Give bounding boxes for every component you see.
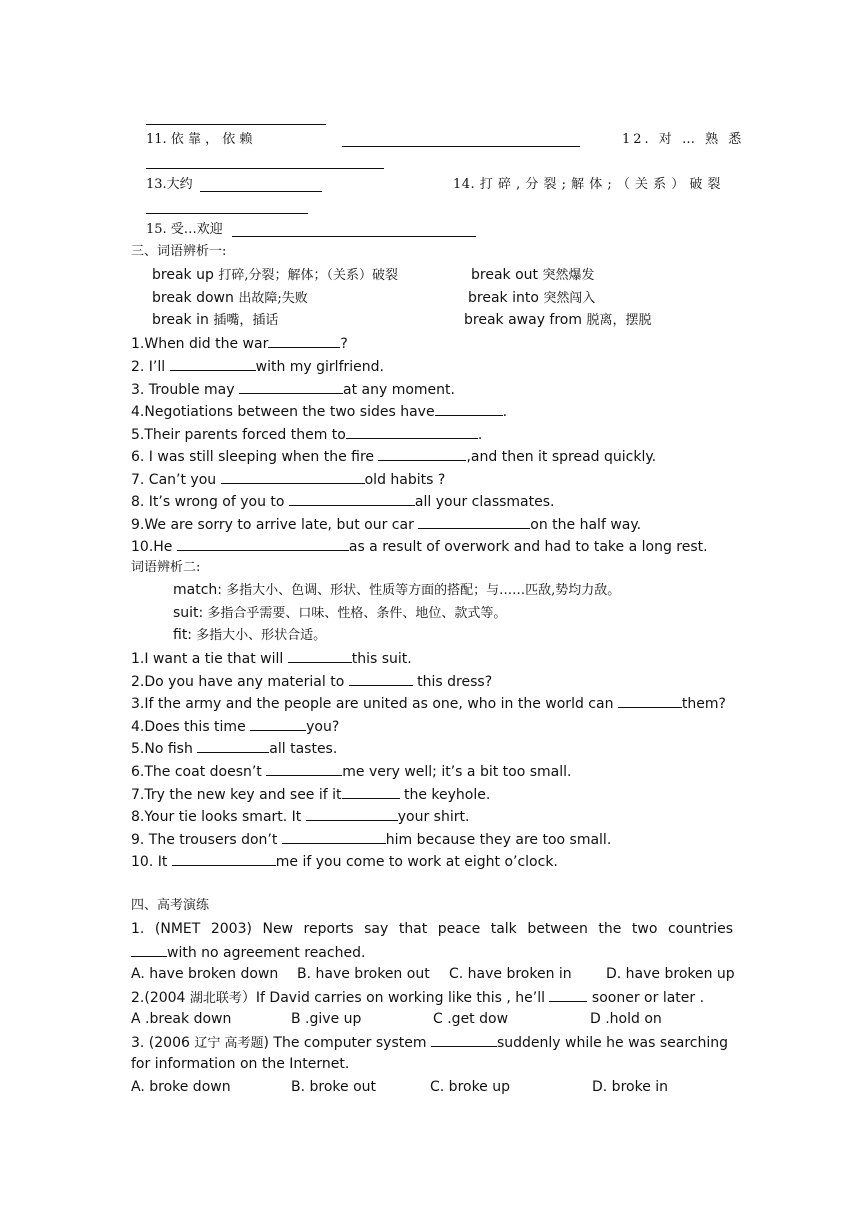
question-3-1: 1.When did the war ? [131, 336, 348, 352]
exam-q1-line2: with no agreement reached. [131, 943, 365, 962]
question-3b-2: 2.Do you have any material to this dress? [131, 674, 493, 690]
question-3-10: 10.He as a result of overwork and had to take a long rest. [131, 539, 708, 555]
blank-line-top [146, 124, 326, 125]
def-suit: suit: 多指合乎需要、口味、性格、条件、地位、款式等。 [173, 605, 507, 621]
def-match: match: 多指大小、色调、形状、性质等方面的搭配；与……匹敌,势均力敌。 [173, 582, 621, 598]
exam-q1-option-a: A. have broken down [131, 966, 279, 982]
exam-q1-option-d: D. have broken up [606, 966, 735, 982]
phrase-break-in: break in 插嘴，插话 [152, 312, 279, 328]
vocab-item-14: 14. 打 碎 , 分 裂 ; 解 体 ; （ 关 系 ） 破 裂 [453, 177, 722, 192]
exam-q3-option-b: B. broke out [291, 1079, 377, 1095]
question-3b-7: 7.Try the new key and see if it the keyhole. [131, 787, 491, 803]
question-3-8: 8. It’s wrong of you to all your classmates. [131, 494, 555, 510]
section-title-3b: 词语辨析二: [131, 560, 201, 575]
blank-line-12 [146, 168, 384, 169]
exam-q2-option-a: A .break down [131, 1011, 232, 1027]
exam-q3-option-c: C. broke up [430, 1079, 511, 1095]
question-3-2: 2. I’ll with my girlfriend. [131, 359, 384, 375]
exam-q2: 2.(2004 湖北联考）If David carries on working like this , he’ll sooner or later . [131, 990, 705, 1006]
blank-line-11 [342, 146, 580, 147]
exam-q3-option-d: D. broke in [592, 1079, 669, 1095]
question-3b-1: 1.I want a tie that will this suit. [131, 651, 412, 667]
question-3-3: 3. Trouble may at any moment. [131, 382, 455, 398]
exam-q2-option-b: B .give up [291, 1011, 362, 1027]
exam-q3-line2: for information on the Internet. [131, 1056, 350, 1072]
question-3-4: 4.Negotiations between the two sides have . [131, 404, 508, 420]
phrase-break-down: break down 出故障;失败 [152, 290, 308, 306]
question-3b-4: 4.Does this time you? [131, 719, 340, 735]
vocab-item-13: 13.大约 [146, 177, 193, 192]
question-3b-9: 9. The trousers don’t him because they are too small. [131, 832, 612, 848]
section-title-4: 四、高考演练 [131, 898, 210, 913]
blank-line-15 [232, 236, 476, 237]
question-3-6: 6. I was still sleeping when the fire ,and then it spread quickly. [131, 449, 657, 465]
phrase-break-away-from: break away from 脱离，摆脱 [464, 312, 652, 328]
exam-q2-option-d: D .hold on [590, 1011, 662, 1027]
vocab-item-15: 15. 受…欢迎 [146, 222, 223, 237]
question-3b-8: 8.Your tie looks smart. It your shirt. [131, 809, 470, 825]
exam-q1-line1: 1. (NMET 2003) New reports say that peace talk between the two countries [131, 921, 733, 937]
question-3b-10: 10. It me if you come to work at eight o’clock. [131, 854, 558, 870]
exam-q1-option-c: C. have broken in [449, 966, 572, 982]
blank-line-14 [146, 213, 308, 214]
blank-line-13 [200, 191, 322, 192]
question-3-9: 9.We are sorry to arrive late, but our car on the half way. [131, 517, 642, 533]
exam-q1-option-b: B. have broken out [297, 966, 430, 982]
question-3b-3: 3.If the army and the people are united as one, who in the world can them? [131, 696, 726, 712]
phrase-break-up: break up 打碎,分裂；解体；（关系）破裂 [152, 267, 398, 283]
question-3-7: 7. Can’t you old habits ? [131, 472, 446, 488]
question-3b-6: 6.The coat doesn’t me very well; it’s a bit too small. [131, 764, 572, 780]
def-fit: fit: 多指大小、形状合适。 [173, 627, 327, 643]
phrase-break-into: break into 突然闯入 [468, 290, 596, 306]
phrase-break-out: break out 突然爆发 [471, 267, 595, 283]
vocab-item-11: 11. 依 靠 ， 依 赖 [146, 132, 253, 147]
vocab-item-12: 12. 对 … 熟 悉 [622, 132, 745, 147]
question-3b-5: 5.No fish all tastes. [131, 741, 338, 757]
exam-q2-option-c: C .get dow [433, 1011, 509, 1027]
exam-q3-option-a: A. broke down [131, 1079, 231, 1095]
section-title-3: 三、词语辨析一: [131, 244, 227, 259]
question-3-5: 5.Their parents forced them to . [131, 427, 483, 443]
exam-q3-line1: 3. (2006 辽宁 高考题) The computer system suddenly while he was searching [131, 1035, 729, 1051]
